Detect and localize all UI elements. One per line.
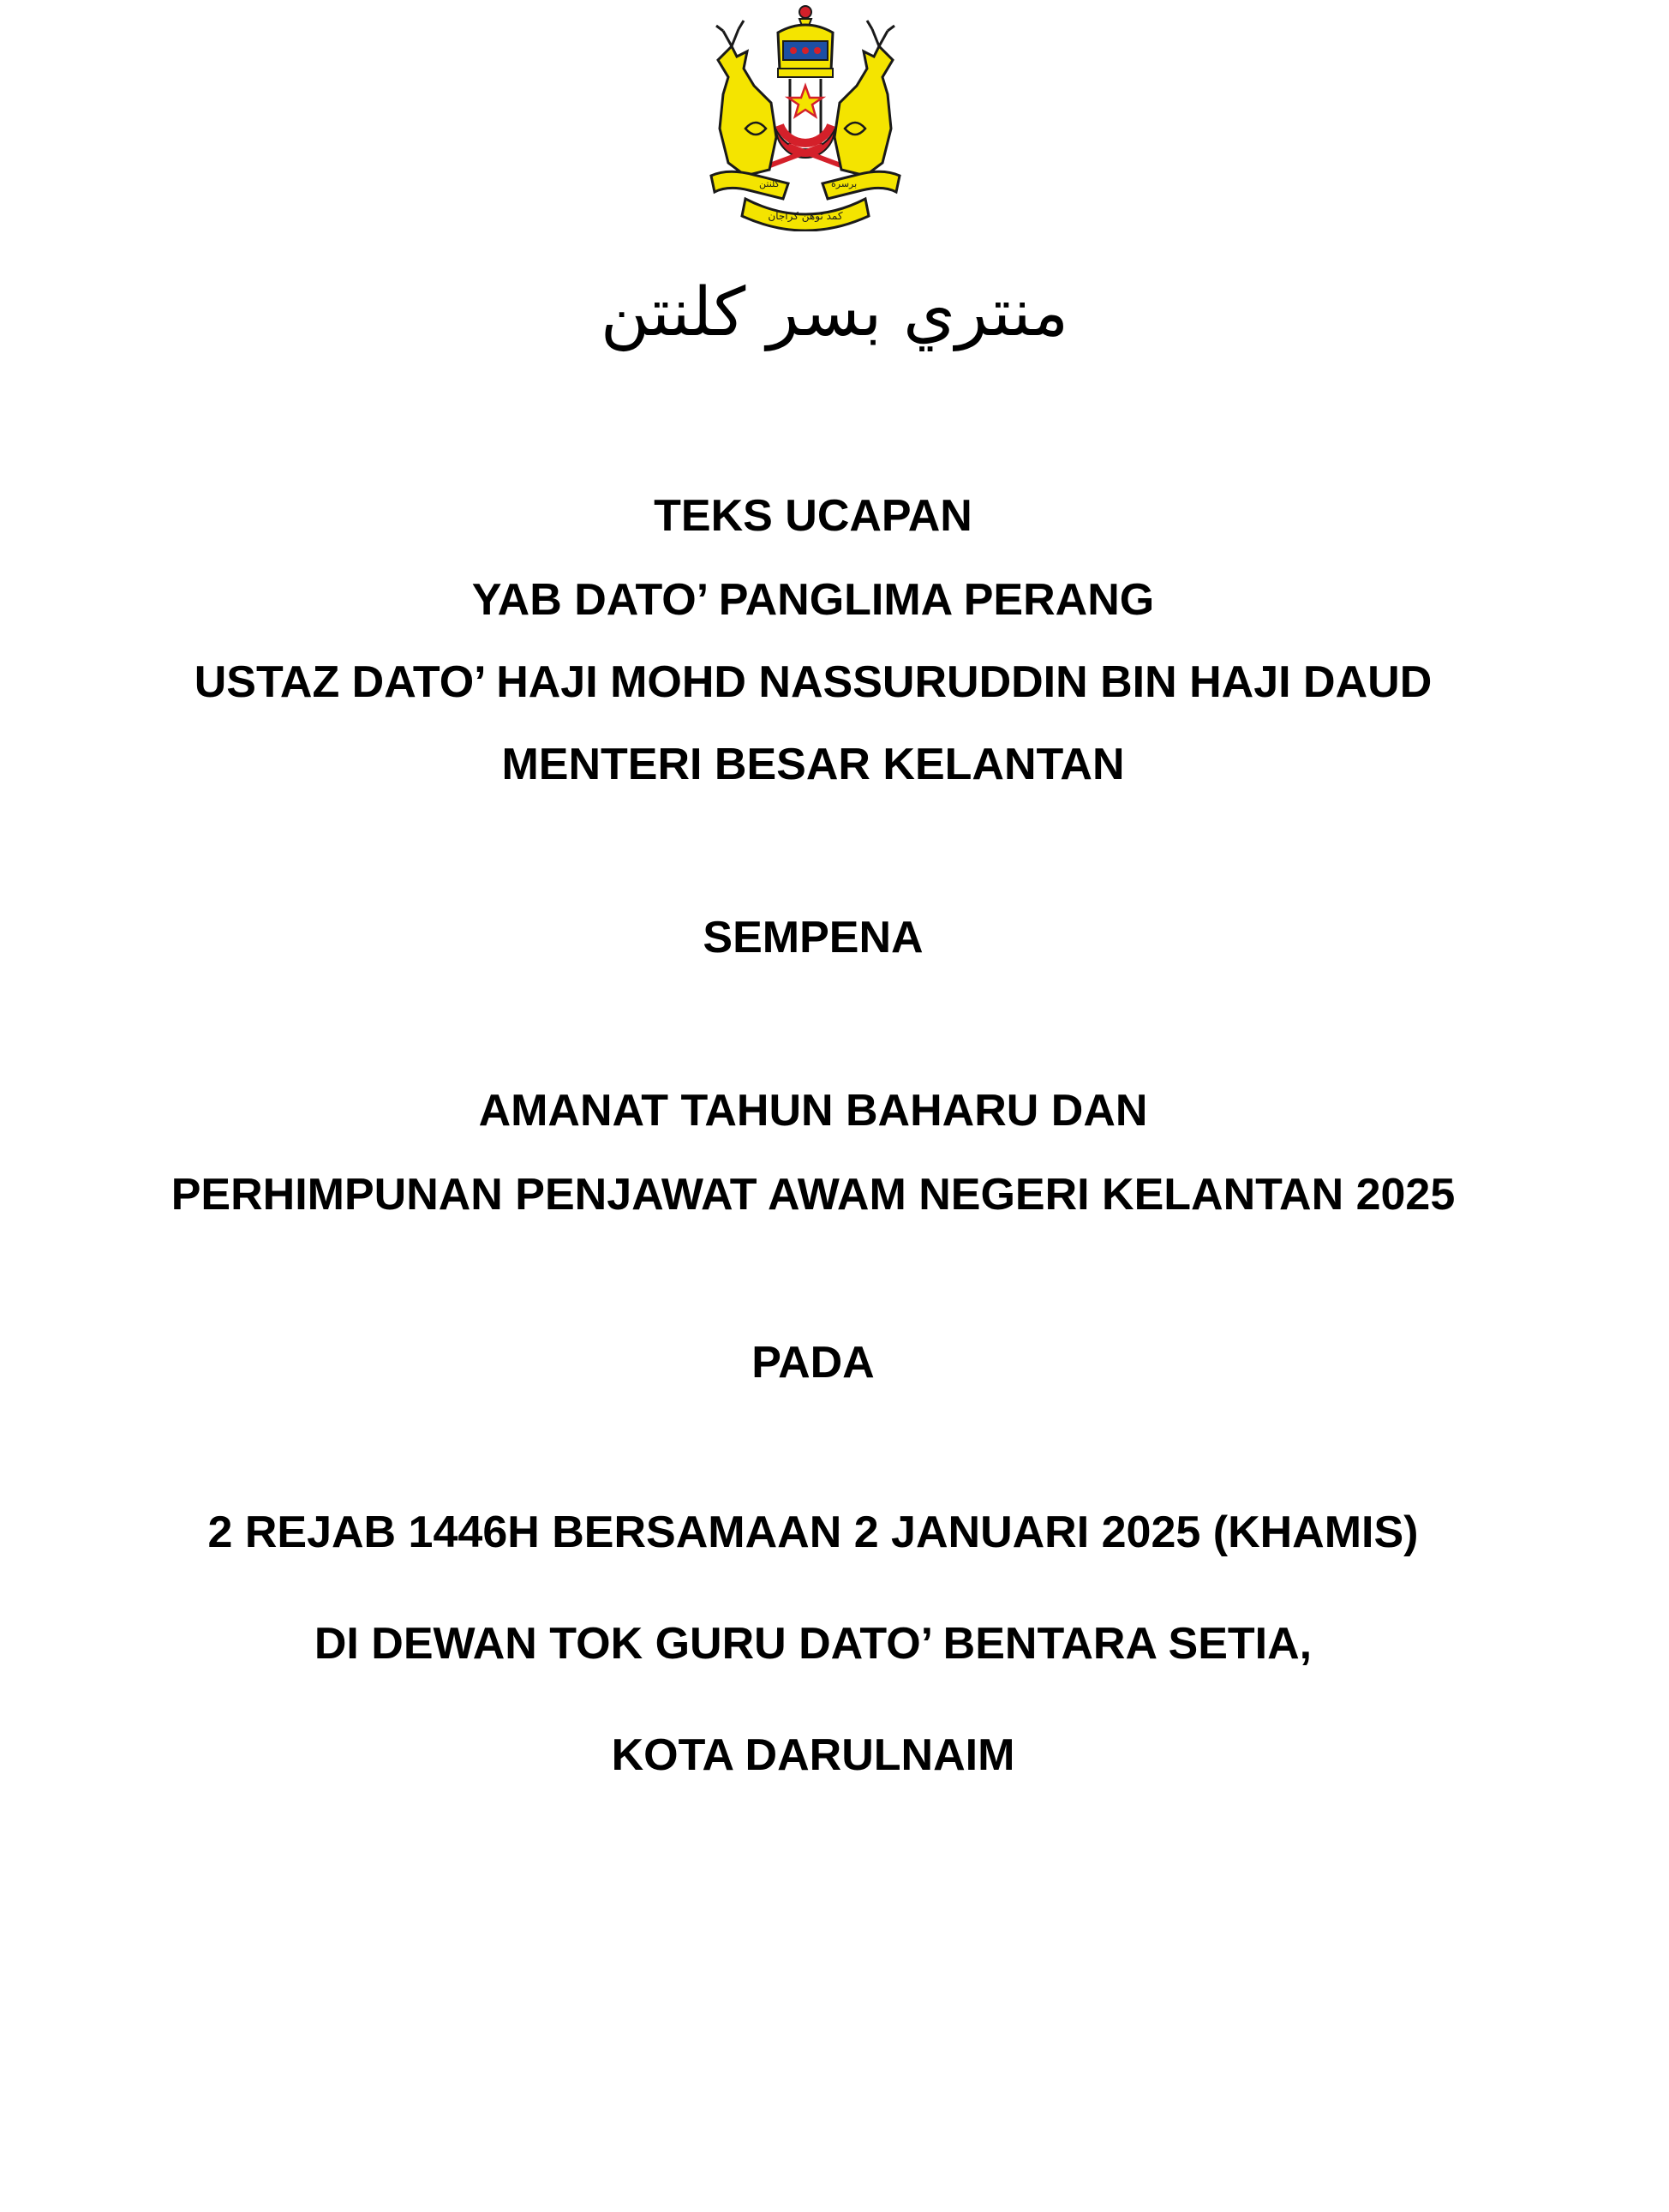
event-date: 2 REJAB 1446H BERSAMAAN 2 JANUARI 2025 (KHAMIS) xyxy=(207,1508,1419,1557)
speaker-title: YAB DATO’ PANGLIMA PERANG xyxy=(471,575,1155,625)
document-heading: TEKS UCAPAN xyxy=(654,491,972,541)
date-label: PADA xyxy=(751,1338,875,1388)
kelantan-coat-of-arms-icon xyxy=(694,0,917,231)
event-line-2: PERHIMPUNAN PENJAWAT AWAM NEGERI KELANTAN 2025 xyxy=(170,1170,1456,1220)
occasion-label: SEMPENA xyxy=(703,913,924,962)
speaker-position: MENTERI BESAR KELANTAN xyxy=(501,740,1125,789)
jawi-title: منتري بسر كلنتن xyxy=(600,274,1069,351)
speaker-name: USTAZ DATO’ HAJI MOHD NASSURUDDIN BIN HAJI DAUD xyxy=(194,657,1433,707)
crest-scroll-left-text: كلنتن xyxy=(759,178,780,189)
crest-scroll-right-text: برسرة xyxy=(831,178,858,189)
venue-line-2: KOTA DARULNAIM xyxy=(611,1730,1015,1780)
crest-scroll-bottom-text: كمد توهن كراجان xyxy=(768,210,843,222)
venue-line-1: DI DEWAN TOK GURU DATO’ BENTARA SETIA, xyxy=(314,1619,1313,1669)
event-line-1: AMANAT TAHUN BAHARU DAN xyxy=(478,1086,1148,1136)
